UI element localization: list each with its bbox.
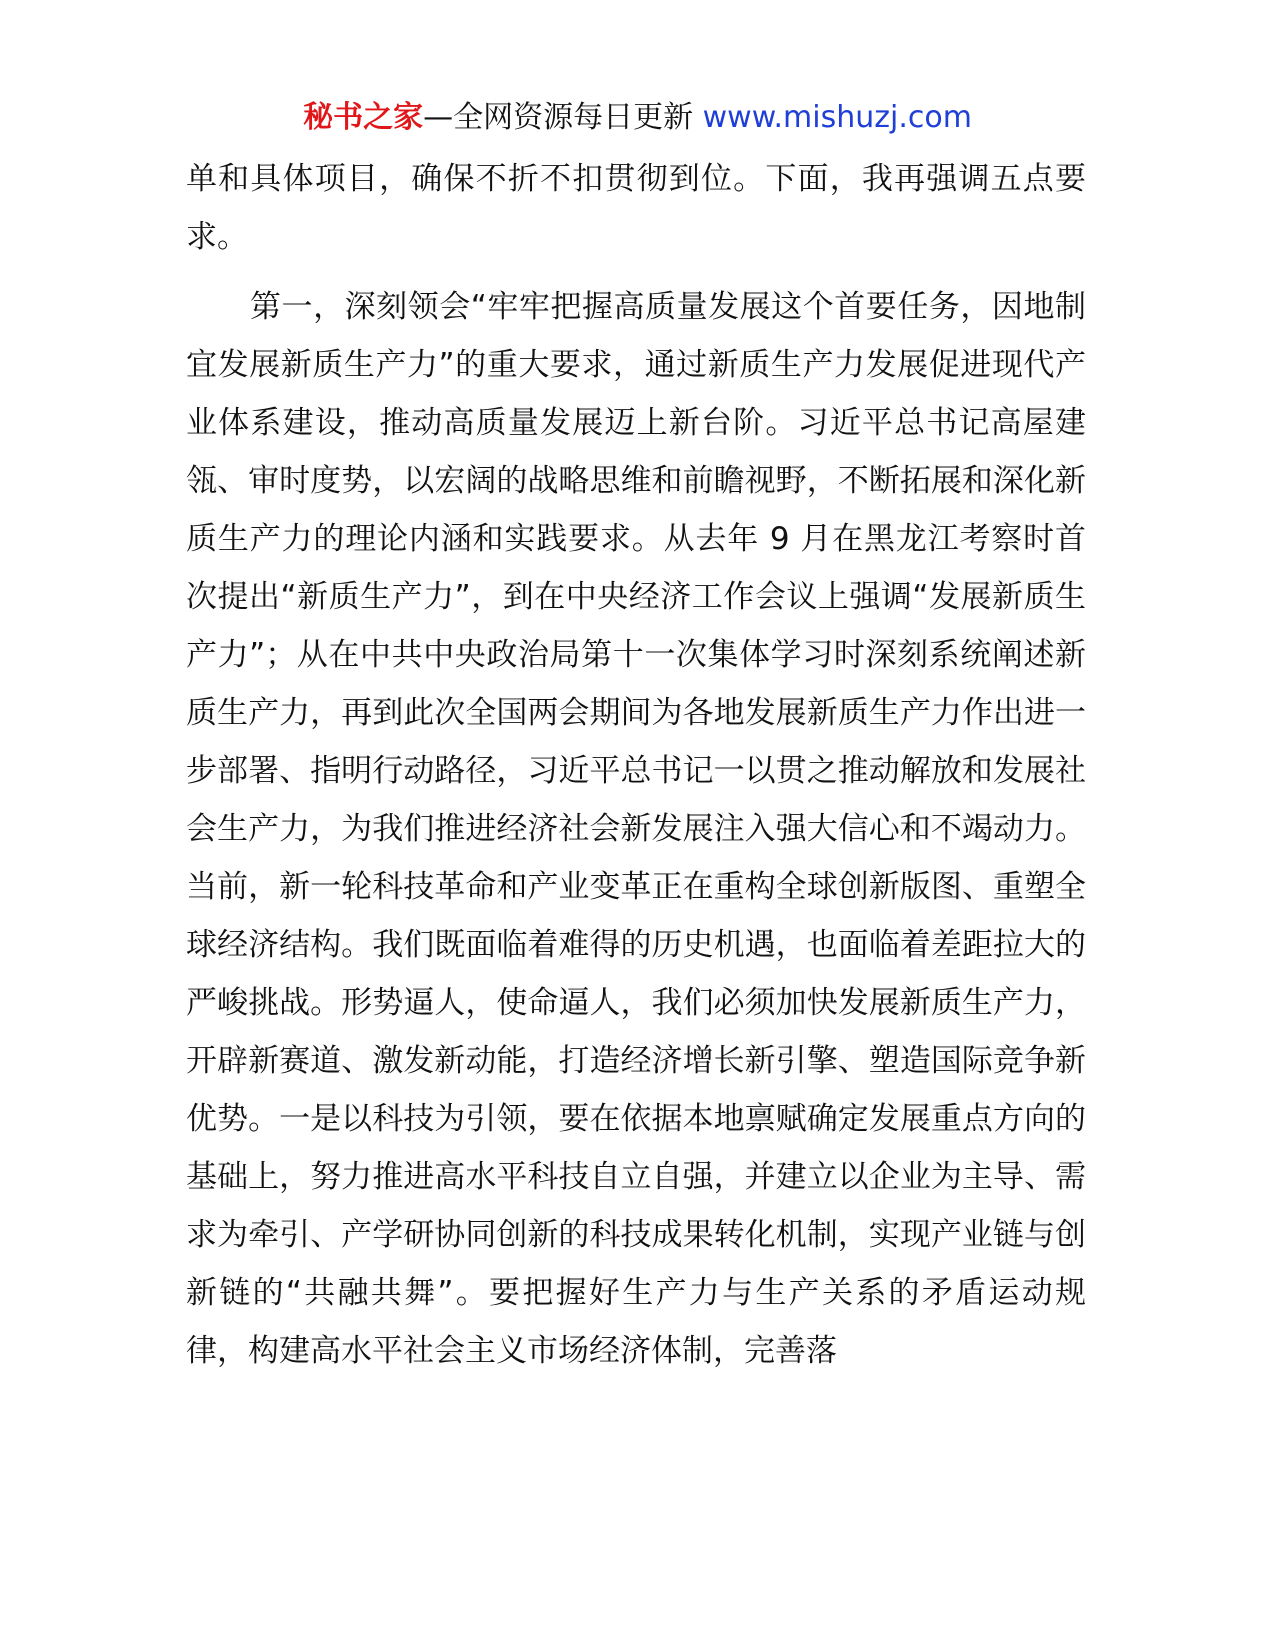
header-tagline: —全网资源每日更新: [423, 100, 703, 135]
site-url-link[interactable]: www.mishuzj.com: [702, 100, 972, 135]
page-header: [0, 96, 1275, 140]
paragraph-first-requirement: 第一，深刻领会“牢牢把握高质量发展这个首要任务，因地制宜发展新质生产力”的重大要求，通过新质生产力发展促进现代产业体系建设，推动高质量发展迈上新台阶。习近平总书记高屋建瓴、审时度势，以宏阔的战略思维和前瞻视野，不断拓展和深化新质生产力的理论内涵和实践要求。从去年 9 月在黑龙江考察时首次提出“新质生产力”，到在中央经济工作会议上强调“发展新质生产力”；从在中共中央政治局第十一次集体学习时深刻系统阐述新质生产力，再到此次全国两会期间为各地发展新质生产力作出进一步部署、指明行动路径，习近平总书记一以贯之推动解放和发展社会生产力，为我们推进经济社会新发展注入强大信心和不竭动力。当前，新一轮科技革命和产业变革正在重构全球创新版图、重塑全球经济结构。我们既面临着难得的历史机遇，也面临着差距拉大的严峻挑战。形势逼人，使命逼人，我们必须加快发展新质生产力，开辟新赛道、激发新动能，打造经济增长新引擎、塑造国际竞争新优势。一是以科技为引领，要在依据本地禀赋确定发展重点方向的基础上，努力推进高水平科技自立自强，并建立以企业为主导、需求为牵引、产学研协同创新的科技成果转化机制，实现产业链与创新链的“共融共舞”。要把握好生产力与生产关系的矛盾运动规律，构建高水平社会主义市场经济体制，完善落: [186, 289, 1086, 1369]
site-brand: 秘书之家: [303, 100, 424, 135]
paragraph-continued: 单和具体项目，确保不折不扣贯彻到位。下面，我再强调五点要求。: [186, 161, 1086, 255]
document-body: [186, 150, 1086, 1380]
